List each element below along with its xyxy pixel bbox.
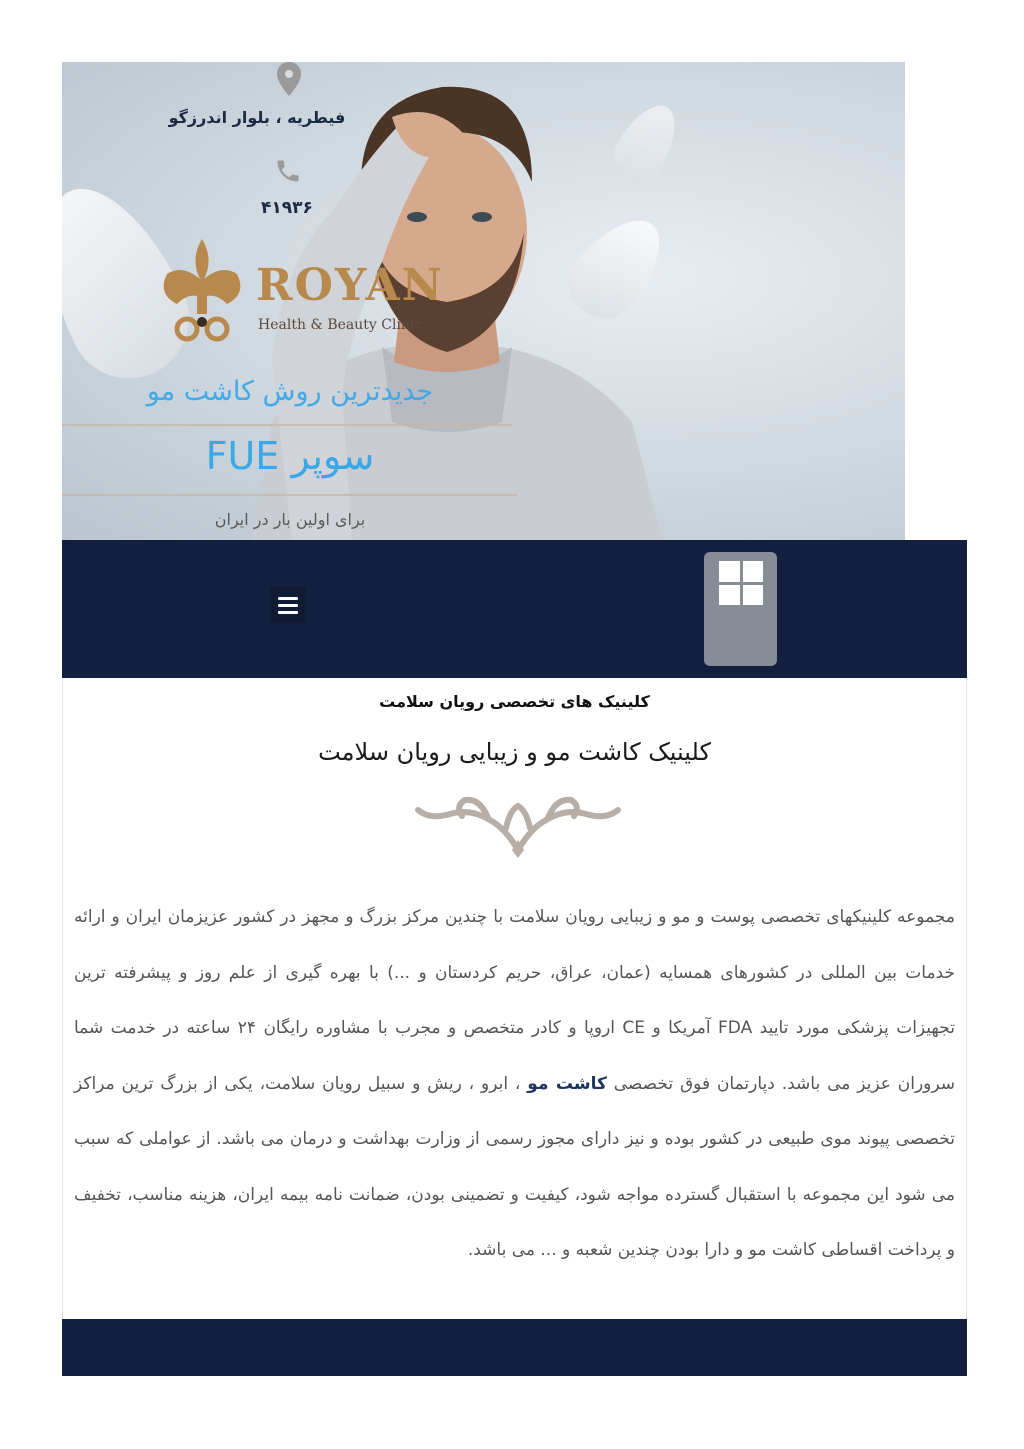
windows-icon[interactable] [704,552,777,666]
hero-headline: جدیدترین روش کاشت مو [146,376,434,407]
intro-paragraph-part1: مجموعه کلینیکهای تخصصی پوست و مو و زیبایی رویان سلامت با چندین مرکز بزرگ و مجهز در کشور عزیزمان ایران و ارائه خدمات بین المللی در کشورهای همسایه (عمان، عراق، حریم کردستان و ...) با بهره گیری از علم روز و پیشرفته ترین تجهیزات پزشکی مورد تایید FDA آمریکا و CE اروپا و کادر متخصص و مجرب با مشاوره رایگان ۲۴ ساعته در خدمت شما سروران عزیز می باشد. دپارتمان فوق تخصصی [74,907,955,1094]
hero-tagline: برای اولین بار در ایران [214,510,366,529]
clinic-address: فیطریه ، بلوار اندرزگو [168,108,346,127]
logo-subtitle: Health & Beauty Clinic [258,317,423,333]
hero-divider [62,424,512,426]
phone-icon [274,157,302,185]
intro-paragraph-part2: ، ابرو ، ریش و سبیل رویان سلامت، یکی از بزرگ ترین مراکز تخصصی پیوند موی طبیعی در کشور بوده و نیز دارای مجوز رسمی از وزارت بهداشت و درمان می باشد. از عواملی که سبب می شود این مجموعه با استقبال گسترده مواجه شود، کیفیت و تضمینی بودن، ضمانت نامه بیمه ایران، هزینه مناسب، تخفیف و پرداخت اقساطی کاشت مو و دارا بودن چندین شعبه و ... می باشد. [74,1073,955,1260]
footer-bar [62,1319,967,1376]
hero-highlight: سوپر FUE [205,434,375,478]
navigation-bar [62,540,967,678]
logo-wordmark: ROYAN [256,260,444,311]
hero-divider [62,494,517,496]
section-subtitle: کلینیک های تخصصی رویان سلامت [379,692,650,711]
clinic-phone[interactable]: ۴۱۹۳۶ [261,198,313,218]
hair-transplant-link[interactable]: کاشت مو [527,1073,607,1094]
hero-right-strip [905,62,967,540]
intro-paragraph [74,890,955,1279]
ornament-divider-icon [410,788,626,858]
hero-banner [62,62,905,540]
royan-logo[interactable] [152,234,452,354]
fleur-de-lis-emblem-icon [152,234,252,354]
hamburger-menu-icon[interactable] [270,587,306,623]
location-pin-icon [277,62,301,96]
page-title: کلینیک کاشت مو و زیبایی رویان سلامت [318,738,711,766]
